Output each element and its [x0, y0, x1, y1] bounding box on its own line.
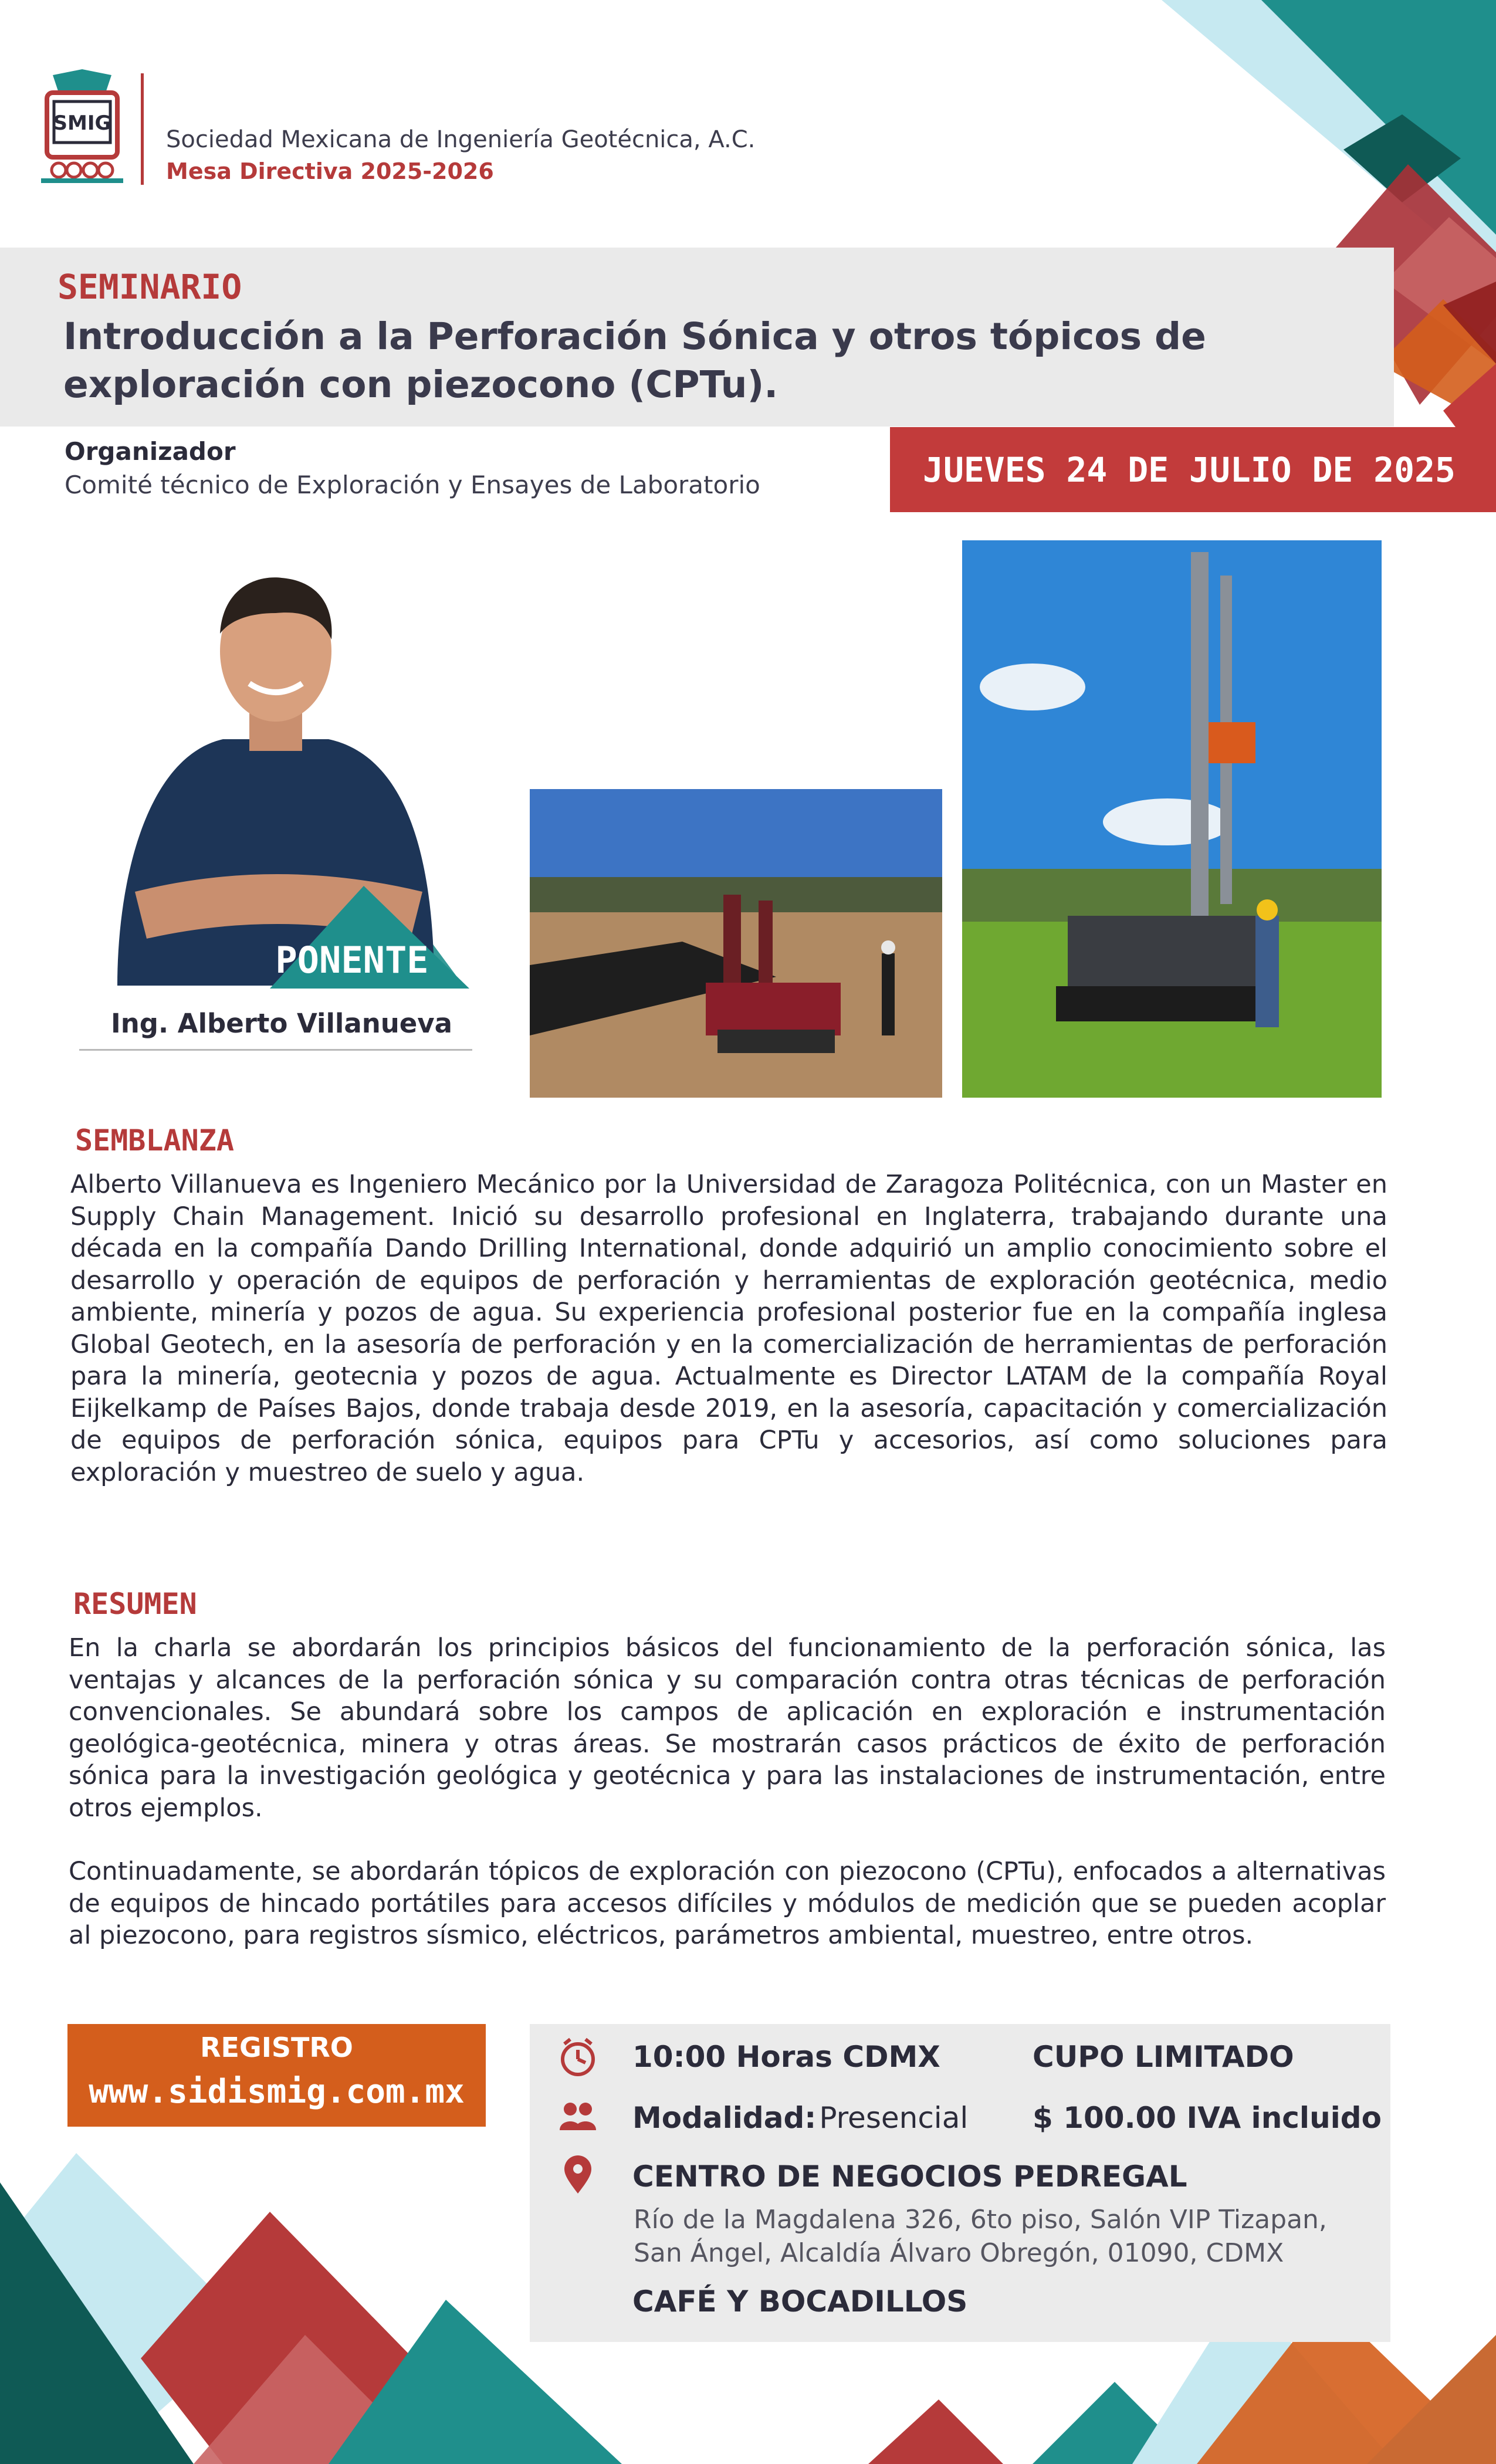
speaker-divider — [79, 1049, 472, 1051]
smig-logo — [41, 69, 123, 187]
semblanza-text: Alberto Villanueva es Ingeniero Mecánico por la Universidad de Zaragoza Politécnica, con un Master en Supply Chain Management. Inició su desarrollo profesional en Inglaterra, trabajando durante una década en la compañía Dando Drilling International, donde adquirió un amplio conocimiento sobre el desarrollo y operación de equipos de perforación y herramientas de exploración geotécnica, medio ambiente, minería y pozos de agua. Su experiencia profesional posterior fue en la compañía inglesa Global Geotech, en la asesoría de perforación y en la comercialización de herramientas de perforación para la minería, geotecnia y pozos de agua. Actualmente es Director LATAM de la compañía Royal Eijkelkamp de Países Bajos, donde trabaja desde 2019, en la asesoría, capacitación y comercialización de equipos de perforación sónica, equipos para CPTu y accesorios, así como soluciones para exploración y muestreo de suelo y agua. — [70, 1170, 1387, 1487]
event-title: Introducción a la Perforación Sónica y otros tópicos de exploración con piezocono (CPTu). — [63, 315, 1206, 406]
location-pin-icon — [557, 2155, 598, 2196]
event-type: SEMINARIO — [57, 267, 242, 307]
price: $ 100.00 IVA incluido — [1033, 2101, 1382, 2135]
organization-name: Sociedad Mexicana de Ingeniería Geotécnica, A.C. — [166, 126, 756, 153]
people-icon — [557, 2096, 598, 2137]
resumen-paragraph-1: En la charla se abordarán los principios básicos del funcionamiento de la perforación sónica, las ventajas y alcances de la perforación sónica y su comparación contra otras técnicas de perforación convencionales. Se abundará sobre los campos de aplicación en exploración e instrumentación geológica-geotécnica, minera y otras áreas. Se mostrarán casos prácticos de éxito de perforación sónica para la investigación geológica y geotécnica y para las instalaciones de instrumentación, entre otros ejemplos. — [69, 1633, 1386, 1823]
registration-label: REGISTRO — [200, 2032, 353, 2063]
address-line-2: San Ángel, Alcaldía Álvaro Obregón, 01090, CDMX — [634, 2238, 1284, 2268]
drilling-rig-photo — [962, 540, 1382, 1098]
organizer-name: Comité técnico de Exploración y Ensayes de Laboratorio — [65, 471, 760, 499]
clock-icon — [557, 2037, 598, 2078]
address-line-1: Río de la Magdalena 326, 6to piso, Salón VIP Tizapan, — [634, 2205, 1327, 2235]
resumen-heading: RESUMEN — [73, 1587, 197, 1621]
event-date: JUEVES 24 DE JULIO DE 2025 — [923, 449, 1456, 490]
organizer-label: Organizador — [65, 437, 236, 466]
registration-link[interactable]: www.sidismig.com.mx — [89, 2073, 465, 2111]
board-label: Mesa Directiva 2025-2026 — [166, 158, 494, 184]
logo-text: SMIG — [53, 111, 111, 135]
drilling-site-photo — [530, 789, 942, 1098]
semblanza-heading: SEMBLANZA — [75, 1123, 234, 1157]
capacity-note: CUPO LIMITADO — [1033, 2040, 1294, 2074]
modality-value: Presencial — [819, 2101, 969, 2135]
speaker-name: Ing. Alberto Villanueva — [111, 1008, 452, 1039]
event-time: 10:00 Horas CDMX — [632, 2040, 940, 2074]
modality-label: Modalidad: — [632, 2101, 817, 2135]
header-divider — [141, 73, 144, 185]
catering-note: CAFÉ Y BOCADILLOS — [632, 2284, 968, 2319]
venue-name: CENTRO DE NEGOCIOS PEDREGAL — [632, 2160, 1187, 2194]
ponente-badge: PONENTE — [275, 939, 429, 981]
resumen-paragraph-2: Continuadamente, se abordarán tópicos de exploración con piezocono (CPTu), enfocados a alternativas de equipos de hincado portátiles para accesos difíciles y módulos de medición que se pueden acoplar al piezocono, para registros sísmico, eléctricos, parámetros ambiental, muestreo, entre otros. — [69, 1857, 1386, 1950]
modality-row — [632, 2101, 968, 2135]
